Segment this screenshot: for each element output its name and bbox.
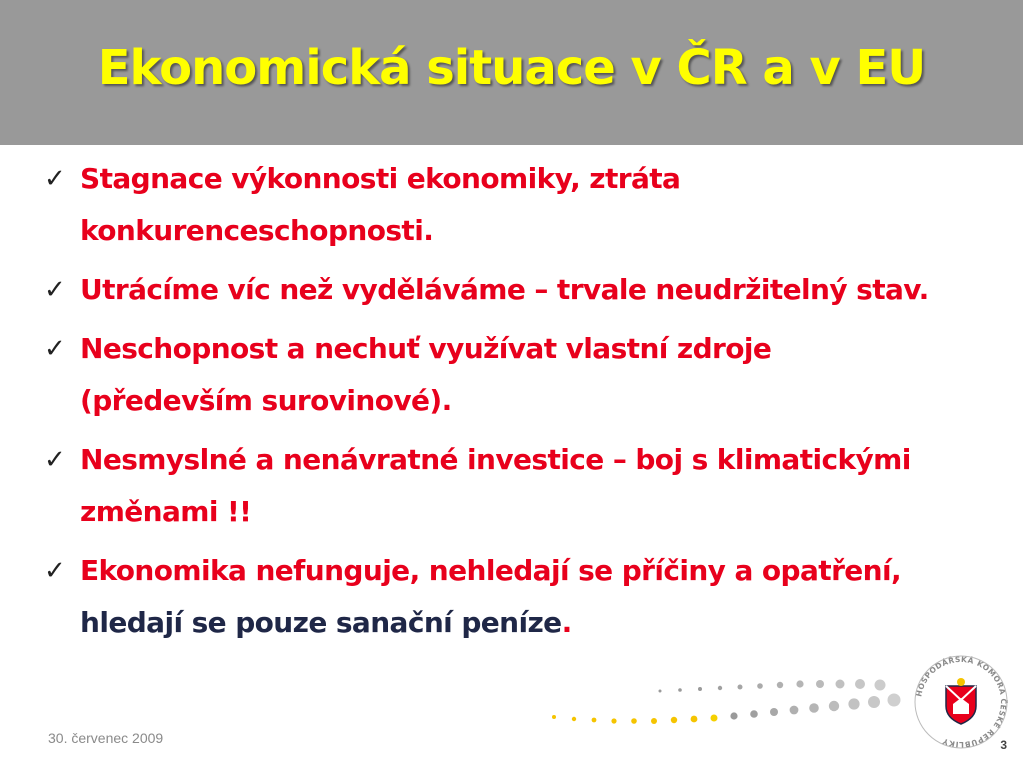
bullet-text: Stagnace výkonnosti ekonomiky, ztráta konkurenceschopnosti.	[80, 162, 681, 247]
check-icon: ✓	[44, 556, 66, 586]
svg-text:HOSPODÁŘSKÁ KOMORA ČESKÉ REPUB: HOSPODÁŘSKÁ KOMORA ČESKÉ REPUBLIKY	[914, 654, 1009, 750]
bullet-text-dark: hledají se pouze sanační peníze	[80, 606, 562, 639]
bullet-item	[40, 545, 940, 649]
chamber-seal-logo	[906, 652, 1016, 752]
bullet-text-end: .	[561, 606, 572, 639]
check-icon: ✓	[44, 164, 66, 194]
bullet-text: Utrácíme víc než vyděláváme – trvale neudržitelný stav.	[80, 273, 929, 306]
bullet-text: Nesmyslné a nenávratné investice – boj s klimatickými změnami !!	[80, 443, 911, 528]
check-icon: ✓	[44, 334, 66, 364]
slide-title: Ekonomická situace v ČR a v EU	[97, 40, 926, 96]
check-icon: ✓	[44, 445, 66, 475]
bullet-list	[40, 153, 940, 656]
bullet-item	[40, 153, 940, 257]
bullet-text: Neschopnost a nechuť využívat vlastní zdroje (především surovinové).	[80, 332, 772, 417]
decorative-dots	[540, 675, 910, 735]
check-icon: ✓	[44, 275, 66, 305]
bullet-item	[40, 434, 940, 538]
bullet-item	[40, 264, 940, 316]
bullet-item	[40, 323, 940, 427]
page-number: 3	[1000, 738, 1007, 752]
footer-date: 30. červenec 2009	[48, 730, 164, 746]
bullet-text-red: Ekonomika nefunguje, nehledají se příčiny a opatření,	[80, 554, 902, 587]
